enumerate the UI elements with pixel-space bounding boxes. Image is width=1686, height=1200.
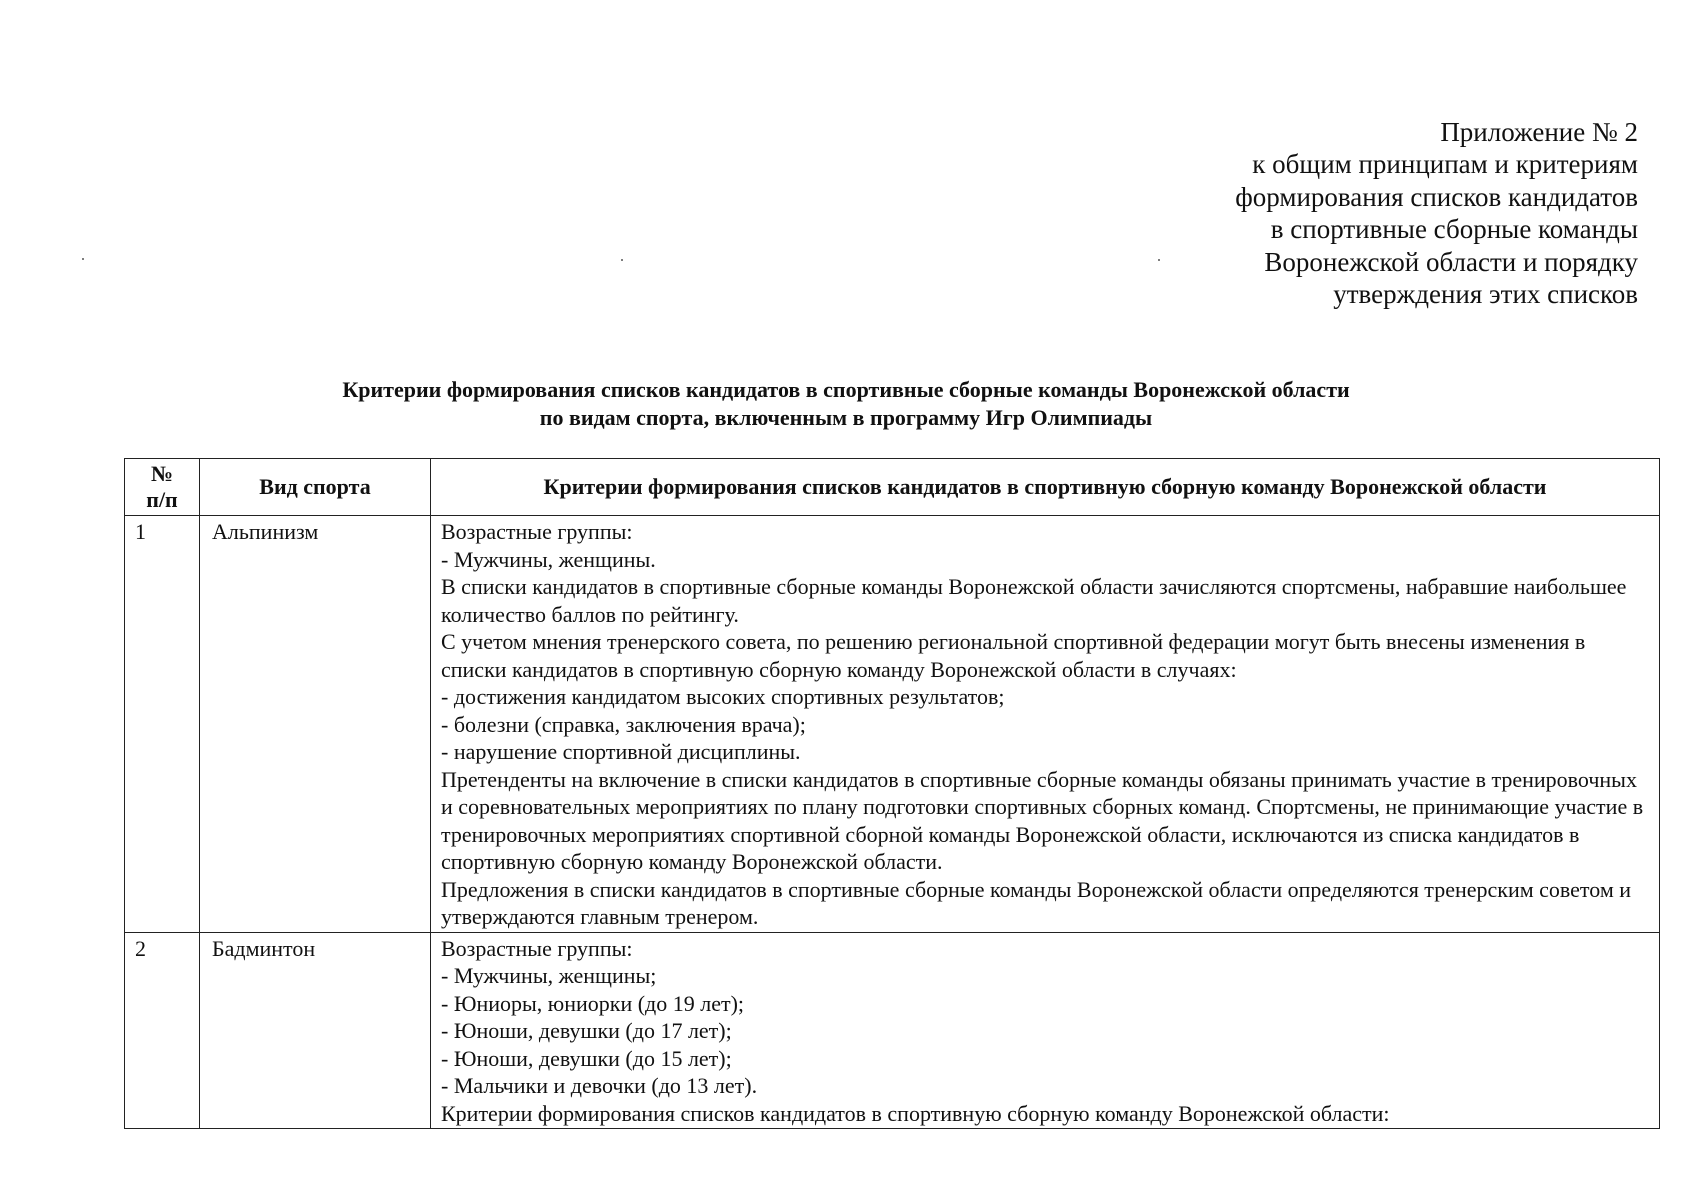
row-number: 2: [125, 932, 200, 1129]
criteria-line: Предложения в списки кандидатов в спортивные сборные команды Воронежской области определяются тренерским советом и утверждаются главным тренером.: [441, 876, 1632, 929]
table-header-row: [125, 459, 1660, 516]
criteria-line: Возрастные группы:: [441, 935, 633, 961]
row-criteria: [431, 932, 1660, 1129]
criteria-line: - Юноши, девушки (до 15 лет);: [441, 1045, 732, 1071]
appendix-line: в спортивные сборные команды: [1270, 214, 1638, 245]
criteria-line: - Мужчины, женщины.: [441, 546, 656, 572]
appendix-line: к общим принципам и критериям: [1252, 149, 1638, 180]
appendix-line: Воронежской области и порядку: [1264, 246, 1638, 277]
title-line-1: Критерии формирования списков кандидатов в спортивные сборные команды Воронежской области: [342, 377, 1350, 402]
criteria-line: - нарушение спортивной дисциплины.: [441, 739, 801, 764]
title-line-2: по видам спорта, включенным в программу Игр Олимпиады: [539, 405, 1153, 430]
appendix-line: формирования списков кандидатов: [1235, 181, 1638, 212]
criteria-line: - Мужчины, женщины;: [441, 963, 657, 988]
row-criteria: [431, 516, 1660, 933]
scan-speck: [621, 259, 623, 261]
row-sport: Альпинизм: [200, 516, 431, 933]
table-row: [125, 516, 1660, 933]
criteria-line: - достижения кандидатом высоких спортивных результатов;: [441, 684, 1005, 709]
criteria-line: - Юноши, девушки (до 17 лет);: [441, 1018, 732, 1043]
scan-speck: [1158, 259, 1160, 261]
criteria-line: - Мальчики и девочки (до 13 лет).: [441, 1073, 758, 1098]
appendix-line: утверждения этих списков: [1333, 279, 1638, 310]
header-criteria: Критерии формирования списков кандидатов в спортивную сборную команду Воронежской области: [431, 459, 1660, 516]
criteria-line: Возрастные группы:: [441, 519, 633, 544]
row-sport: Бадминтон: [200, 932, 431, 1129]
criteria-line: - Юниоры, юниорки (до 19 лет);: [441, 990, 745, 1016]
table-row: [125, 932, 1660, 1129]
header-number: № п/п: [125, 459, 200, 516]
criteria-line: В списки кандидатов в спортивные сборные команды Воронежской области зачисляются спортсмены, набравшие наибольшее количество баллов по рейтингу.: [441, 574, 1627, 627]
criteria-line: Претенденты на включение в списки кандидатов в спортивные сборные команды обязаны принимать участие в тренировочных и соревновательных мероприятиях по плану подготовки спортивных сборных команд. Спортсмены, не принимающие участие в тренировочных мероприятиях спортивной сборной команды Воронежской области, исключаются из списка кандидатов в спортивную сборную команду Воронежской области.: [441, 766, 1644, 874]
scan-speck: [82, 258, 84, 260]
header-sport: Вид спорта: [200, 459, 431, 516]
appendix-note: [1235, 116, 1638, 310]
row-number: 1: [125, 516, 200, 933]
criteria-table: [124, 458, 1660, 1129]
criteria-line: Критерии формирования списков кандидатов в спортивную сборную команду Воронежской области:: [441, 1100, 1390, 1126]
appendix-line: Приложение № 2: [1440, 117, 1638, 147]
document-title: [120, 376, 1572, 432]
criteria-line: - болезни (справка, заключения врача);: [441, 711, 806, 737]
criteria-line: С учетом мнения тренерского совета, по решению региональной спортивной федерации могут быть внесены изменения в списки кандидатов в спортивную сборную команду Воронежской области в случаях:: [441, 629, 1586, 682]
